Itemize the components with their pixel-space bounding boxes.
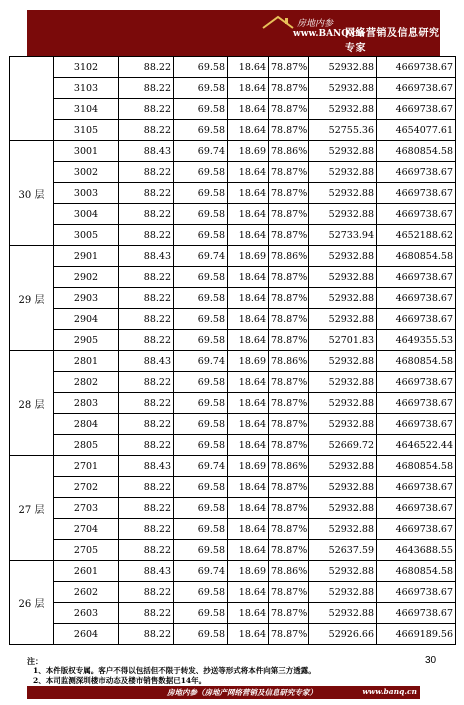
table-row (10, 519, 456, 540)
table-cell: 88.22 (119, 183, 174, 204)
unit-number-cell: 2901 (54, 246, 119, 267)
table-cell: 78.86% (269, 561, 309, 582)
table-cell: 69.58 (174, 204, 228, 225)
table-cell: 88.43 (119, 141, 174, 162)
table-cell: 4669738.67 (377, 162, 456, 183)
table-cell: 69.58 (174, 57, 228, 78)
table-cell: 88.22 (119, 120, 174, 141)
table-cell: 78.87% (269, 582, 309, 603)
table-cell: 4669738.67 (377, 183, 456, 204)
table-cell: 69.58 (174, 330, 228, 351)
table-cell: 69.58 (174, 99, 228, 120)
unit-number-cell: 2704 (54, 519, 119, 540)
table-cell: 18.64 (228, 582, 269, 603)
table-cell: 88.22 (119, 435, 174, 456)
table-cell: 4669738.67 (377, 498, 456, 519)
table-cell: 52669.72 (309, 435, 377, 456)
table-cell: 88.43 (119, 561, 174, 582)
table-cell: 18.64 (228, 540, 269, 561)
table-cell: 78.86% (269, 246, 309, 267)
table-cell: 69.58 (174, 183, 228, 204)
table-cell: 52733.94 (309, 225, 377, 246)
table-cell: 78.86% (269, 141, 309, 162)
table-row (10, 561, 456, 582)
unit-number-cell: 3002 (54, 162, 119, 183)
floor-label-cell: 27 层 (10, 456, 54, 561)
table-row (10, 351, 456, 372)
table-cell: 52932.88 (309, 141, 377, 162)
table-cell: 52932.88 (309, 414, 377, 435)
table-cell: 88.22 (119, 624, 174, 645)
table-cell: 69.58 (174, 372, 228, 393)
table-cell: 4646522.44 (377, 435, 456, 456)
table-cell: 18.69 (228, 246, 269, 267)
table-cell: 88.22 (119, 330, 174, 351)
table-row (10, 99, 456, 120)
table-row (10, 624, 456, 645)
unit-number-cell: 3001 (54, 141, 119, 162)
table-cell: 78.87% (269, 393, 309, 414)
table-cell: 88.22 (119, 204, 174, 225)
unit-number-cell: 2603 (54, 603, 119, 624)
unit-number-cell: 3005 (54, 225, 119, 246)
table-row (10, 267, 456, 288)
table-cell: 18.69 (228, 456, 269, 477)
header-slogan: 网络营销及信息研究专家 (345, 28, 440, 54)
table-cell: 78.87% (269, 372, 309, 393)
table-cell: 18.64 (228, 120, 269, 141)
table-row (10, 540, 456, 561)
table-cell: 88.22 (119, 603, 174, 624)
table-cell: 18.64 (228, 99, 269, 120)
table-cell: 69.58 (174, 162, 228, 183)
table-cell: 88.22 (119, 225, 174, 246)
table-cell: 78.87% (269, 477, 309, 498)
unit-number-cell: 2902 (54, 267, 119, 288)
table-cell: 52701.83 (309, 330, 377, 351)
table-row (10, 309, 456, 330)
table-cell: 4669738.67 (377, 57, 456, 78)
table-cell: 88.22 (119, 57, 174, 78)
floor-cell (10, 57, 54, 141)
table-cell: 18.64 (228, 435, 269, 456)
table-cell: 18.64 (228, 414, 269, 435)
table-cell: 78.87% (269, 498, 309, 519)
table-cell: 78.87% (269, 288, 309, 309)
table-cell: 69.58 (174, 78, 228, 99)
table-cell: 52932.88 (309, 162, 377, 183)
table-cell: 78.87% (269, 414, 309, 435)
table-cell: 52755.36 (309, 120, 377, 141)
table-cell: 18.69 (228, 561, 269, 582)
table-cell: 88.22 (119, 519, 174, 540)
table-cell: 18.64 (228, 330, 269, 351)
table-cell: 78.86% (269, 456, 309, 477)
table-cell: 69.58 (174, 603, 228, 624)
table-row (10, 414, 456, 435)
table-cell: 52932.88 (309, 99, 377, 120)
unit-number-cell: 3104 (54, 99, 119, 120)
table-cell: 18.64 (228, 372, 269, 393)
table-cell: 78.87% (269, 225, 309, 246)
unit-number-cell: 2702 (54, 477, 119, 498)
unit-number-cell: 2801 (54, 351, 119, 372)
table-row (10, 477, 456, 498)
table-row (10, 582, 456, 603)
table-cell: 52932.88 (309, 204, 377, 225)
table-cell: 4669738.67 (377, 477, 456, 498)
table-cell: 18.64 (228, 519, 269, 540)
table-cell: 78.87% (269, 78, 309, 99)
table-cell: 69.58 (174, 477, 228, 498)
unit-number-cell: 2904 (54, 309, 119, 330)
table-cell: 88.22 (119, 582, 174, 603)
table-cell: 52932.88 (309, 288, 377, 309)
table-cell: 4669738.67 (377, 204, 456, 225)
table-cell: 4652188.62 (377, 225, 456, 246)
table-row (10, 372, 456, 393)
table-cell: 52926.66 (309, 624, 377, 645)
table-cell: 4669738.67 (377, 288, 456, 309)
table-row (10, 225, 456, 246)
table-cell: 4649355.53 (377, 330, 456, 351)
notes-title: 注： (27, 656, 43, 666)
table-cell: 69.74 (174, 561, 228, 582)
table-cell: 78.87% (269, 540, 309, 561)
table-cell: 69.58 (174, 225, 228, 246)
table-cell: 69.58 (174, 519, 228, 540)
table-cell: 4669738.67 (377, 519, 456, 540)
unit-number-cell: 2701 (54, 456, 119, 477)
table-cell: 78.87% (269, 309, 309, 330)
table-cell: 18.64 (228, 162, 269, 183)
notes-block (27, 656, 316, 686)
table-cell: 88.43 (119, 351, 174, 372)
table-cell: 78.86% (269, 351, 309, 372)
table-row (10, 162, 456, 183)
footer-slogan: 房地内参（房地产网络营销及信息研究专家） (167, 688, 317, 697)
table-cell: 69.74 (174, 456, 228, 477)
table-cell: 52637.59 (309, 540, 377, 561)
table-cell: 4680854.58 (377, 246, 456, 267)
table-cell: 52932.88 (309, 372, 377, 393)
floor-label-cell: 26 层 (10, 561, 54, 645)
table-cell: 4654077.61 (377, 120, 456, 141)
table-cell: 69.58 (174, 624, 228, 645)
table-cell: 4680854.58 (377, 141, 456, 162)
table-cell: 78.87% (269, 624, 309, 645)
table-cell: 18.64 (228, 477, 269, 498)
note-line-2: 2、本司监测深圳楼市动态及楼市销售数据已14年。 (33, 676, 207, 685)
unit-number-cell: 2804 (54, 414, 119, 435)
table-cell: 18.64 (228, 624, 269, 645)
unit-number-cell: 3105 (54, 120, 119, 141)
unit-number-cell: 2705 (54, 540, 119, 561)
unit-number-cell: 2905 (54, 330, 119, 351)
table-cell: 4669738.67 (377, 393, 456, 414)
table-cell: 69.74 (174, 351, 228, 372)
table-cell: 52932.88 (309, 78, 377, 99)
table-cell: 4669738.67 (377, 582, 456, 603)
table-cell: 78.87% (269, 99, 309, 120)
table-cell: 18.64 (228, 78, 269, 99)
table-cell: 52932.88 (309, 498, 377, 519)
unit-number-cell: 2903 (54, 288, 119, 309)
unit-number-cell: 2803 (54, 393, 119, 414)
table-cell: 69.74 (174, 246, 228, 267)
table-cell: 69.58 (174, 435, 228, 456)
table-cell: 88.22 (119, 309, 174, 330)
table-cell: 52932.88 (309, 561, 377, 582)
table-row (10, 456, 456, 477)
note-line-1: 1、本件版权专属。客户不得以包括但不限于转发、抄送等形式将本件向第三方透露。 (33, 666, 316, 675)
unit-number-cell: 2805 (54, 435, 119, 456)
table-cell: 69.58 (174, 393, 228, 414)
table-cell: 18.64 (228, 498, 269, 519)
table-cell: 4643688.55 (377, 540, 456, 561)
table-cell: 4669738.67 (377, 78, 456, 99)
table-cell: 78.87% (269, 183, 309, 204)
table-cell: 78.87% (269, 267, 309, 288)
table-cell: 18.64 (228, 57, 269, 78)
table-cell: 52932.88 (309, 582, 377, 603)
table-row (10, 78, 456, 99)
table-row (10, 120, 456, 141)
table-cell: 88.22 (119, 78, 174, 99)
table-cell: 78.87% (269, 57, 309, 78)
table-cell: 88.22 (119, 477, 174, 498)
unit-number-cell: 2602 (54, 582, 119, 603)
table-cell: 18.64 (228, 603, 269, 624)
table-cell: 88.43 (119, 456, 174, 477)
table-cell: 78.87% (269, 519, 309, 540)
house-logo-icon (261, 14, 295, 38)
table-cell: 4669738.67 (377, 603, 456, 624)
table-cell: 4669738.67 (377, 372, 456, 393)
table-cell: 78.87% (269, 330, 309, 351)
footer-banner (27, 686, 420, 699)
table-cell: 4669738.67 (377, 414, 456, 435)
table-cell: 4680854.58 (377, 456, 456, 477)
table-cell: 18.64 (228, 225, 269, 246)
table-cell: 69.74 (174, 141, 228, 162)
logo-text: 房地内参 (297, 19, 334, 29)
table-cell: 69.58 (174, 267, 228, 288)
page-number: 30 (425, 655, 437, 666)
unit-number-cell: 2802 (54, 372, 119, 393)
table-cell: 88.22 (119, 393, 174, 414)
table-cell: 18.64 (228, 393, 269, 414)
unit-number-cell: 3102 (54, 57, 119, 78)
table-cell: 69.58 (174, 288, 228, 309)
table-cell: 78.87% (269, 603, 309, 624)
table-cell: 4680854.58 (377, 561, 456, 582)
table-cell: 78.87% (269, 162, 309, 183)
unit-number-cell: 2601 (54, 561, 119, 582)
table-row (10, 204, 456, 225)
table-cell: 88.22 (119, 498, 174, 519)
table-cell: 18.69 (228, 351, 269, 372)
table-cell: 88.22 (119, 267, 174, 288)
table-cell: 69.58 (174, 540, 228, 561)
table-cell: 52932.88 (309, 603, 377, 624)
table-cell: 52932.88 (309, 246, 377, 267)
table-cell: 52932.88 (309, 351, 377, 372)
table-cell: 78.87% (269, 435, 309, 456)
table-cell: 52932.88 (309, 267, 377, 288)
table-cell: 69.58 (174, 498, 228, 519)
table-cell: 88.22 (119, 288, 174, 309)
table-cell: 69.58 (174, 120, 228, 141)
table-cell: 4669189.56 (377, 624, 456, 645)
table-cell: 18.69 (228, 141, 269, 162)
table-row (10, 141, 456, 162)
table-cell: 52932.88 (309, 456, 377, 477)
table-cell: 78.87% (269, 120, 309, 141)
table-cell: 88.22 (119, 540, 174, 561)
table-cell: 52932.88 (309, 477, 377, 498)
table-cell: 18.64 (228, 183, 269, 204)
unit-number-cell: 3103 (54, 78, 119, 99)
table-cell: 69.58 (174, 309, 228, 330)
table-cell: 52932.88 (309, 183, 377, 204)
floor-label-cell: 29 层 (10, 246, 54, 351)
table-cell: 18.64 (228, 309, 269, 330)
table-cell: 52932.88 (309, 309, 377, 330)
table-row (10, 603, 456, 624)
table-cell: 52932.88 (309, 519, 377, 540)
table-cell: 52932.88 (309, 393, 377, 414)
table-row (10, 288, 456, 309)
table-row (10, 330, 456, 351)
table-cell: 88.22 (119, 372, 174, 393)
header-banner (27, 10, 440, 56)
table-row (10, 498, 456, 519)
table-cell: 88.22 (119, 162, 174, 183)
table-cell: 18.64 (228, 267, 269, 288)
unit-number-cell: 3003 (54, 183, 119, 204)
table-cell: 4680854.58 (377, 351, 456, 372)
table-cell: 88.43 (119, 246, 174, 267)
table-row (10, 57, 456, 78)
unit-number-cell: 2604 (54, 624, 119, 645)
table-cell: 18.64 (228, 204, 269, 225)
unit-number-cell: 2703 (54, 498, 119, 519)
footer-url: www.banq.cn (362, 687, 417, 696)
table-cell: 69.58 (174, 414, 228, 435)
table-cell: 52932.88 (309, 57, 377, 78)
floor-label-cell: 30 层 (10, 141, 54, 246)
table-row (10, 183, 456, 204)
table-cell: 69.58 (174, 582, 228, 603)
table-row (10, 435, 456, 456)
table-cell: 78.87% (269, 204, 309, 225)
site-url: www.BANQ.cn (293, 29, 364, 39)
table-cell: 88.22 (119, 99, 174, 120)
table-cell: 88.22 (119, 414, 174, 435)
table-cell: 4669738.67 (377, 309, 456, 330)
unit-price-table (9, 56, 456, 645)
table-cell: 18.64 (228, 288, 269, 309)
table-cell: 4669738.67 (377, 267, 456, 288)
floor-label-cell: 28 层 (10, 351, 54, 456)
unit-number-cell: 3004 (54, 204, 119, 225)
table-row (10, 246, 456, 267)
table-row (10, 393, 456, 414)
table-cell: 4669738.67 (377, 99, 456, 120)
